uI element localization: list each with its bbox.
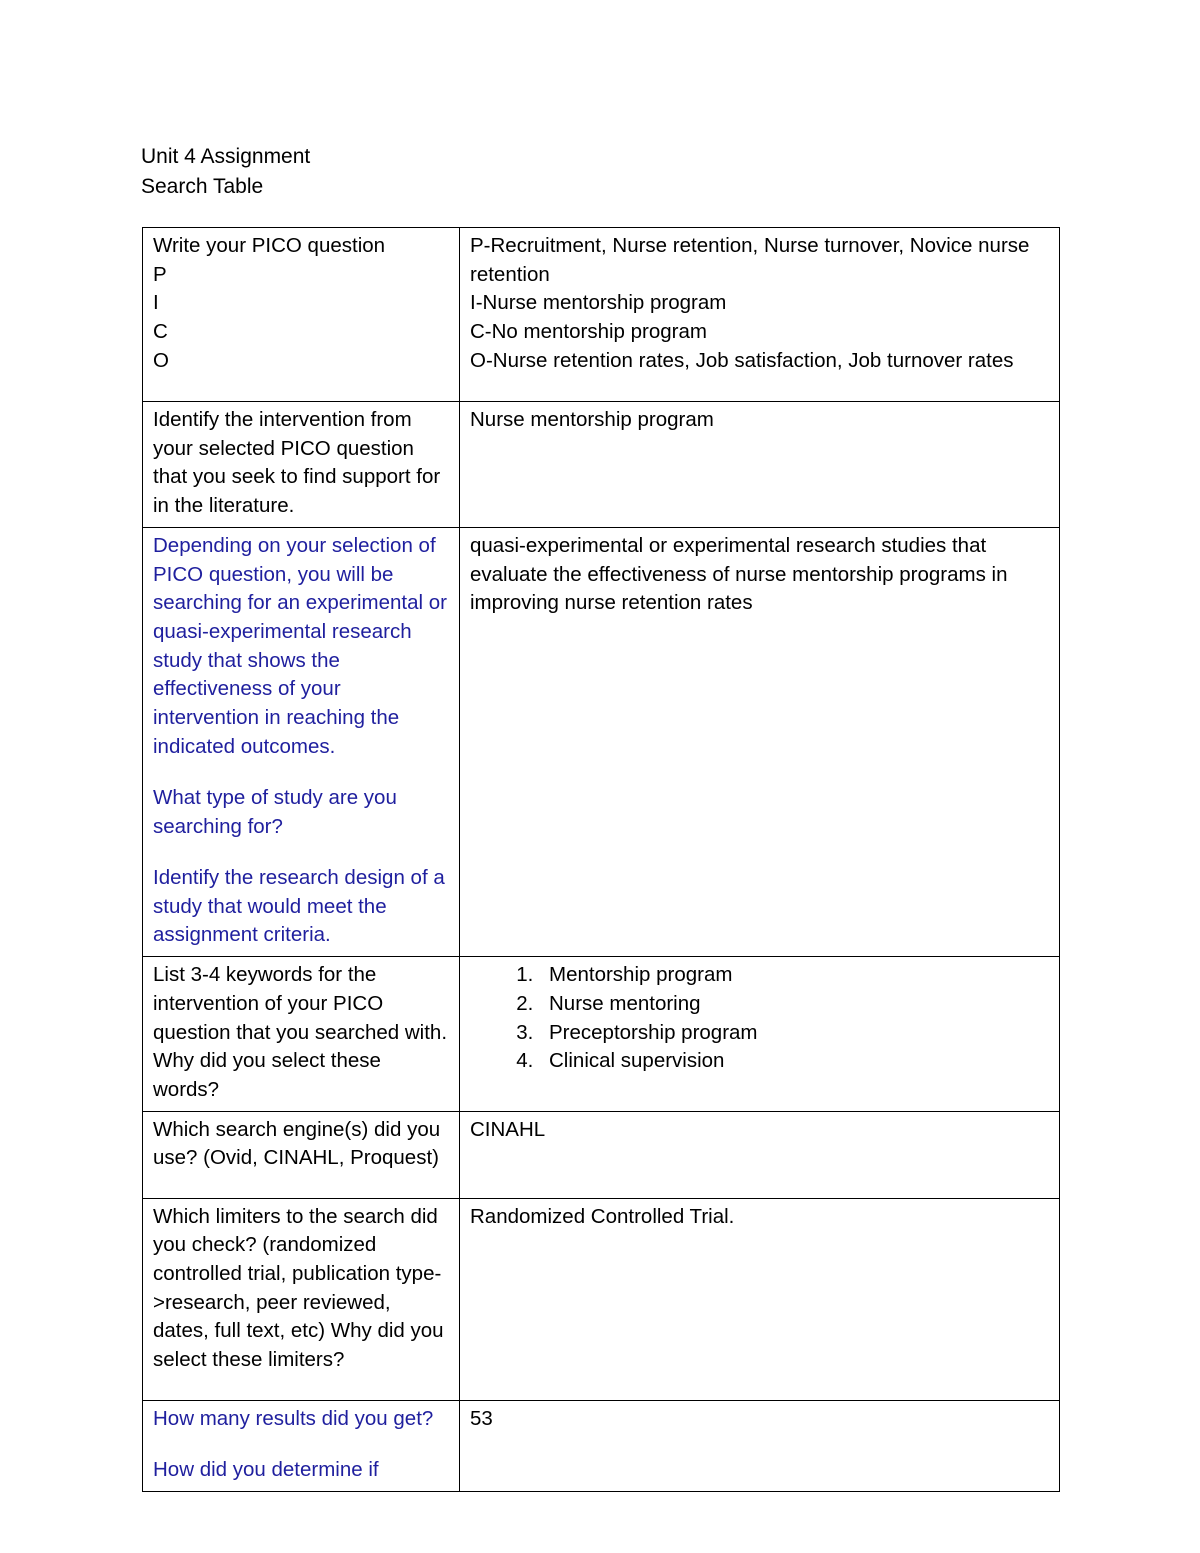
pico-p-label: P [153,262,167,286]
search-table [142,227,1060,1492]
pico-p-answer: P-Recruitment, Nurse retention, Nurse turnover, Novice nurse retention [470,234,1030,286]
table-row-results [143,1400,1060,1491]
table-row-search-engine [143,1111,1060,1198]
intervention-answer: Nurse mentorship program [460,402,1060,528]
pico-question-label: Write your PICO question [153,234,386,257]
table-row-limiters [143,1198,1060,1400]
study-type-answer: quasi-experimental or experimental research studies that evaluate the effectiveness of nurse mentorship programs in improving nurse retention rates [460,527,1060,956]
pico-answer-cell [460,228,1060,402]
limiters-answer: Randomized Controlled Trial. [460,1198,1060,1400]
keywords-question: List 3-4 keywords for the intervention of your PICO question that you searched with. Why did you select these words? [143,957,460,1112]
document-header [141,142,310,202]
table-row-pico [143,228,1060,402]
study-type-instruction-2: What type of study are you searching for? [153,786,397,838]
pico-o-answer: O-Nurse retention rates, Job satisfaction, Job turnover rates [470,348,1014,372]
results-instruction-2: How did you determine if [153,1457,379,1481]
results-instruction-1: How many results did you get? [153,1406,434,1430]
assignment-title: Unit 4 Assignment [141,145,311,168]
results-answer: 53 [460,1400,1060,1491]
pico-c-answer: C-No mentorship program [470,320,707,344]
pico-i-label: I [153,291,159,315]
keyword-item: 3. Preceptorship program [539,1019,1049,1048]
results-instructions [143,1400,460,1491]
assignment-subtitle: Search Table [141,175,264,198]
table-row-study-type [143,527,1060,956]
search-engine-answer: CINAHL [460,1111,1060,1198]
search-engine-question: Which search engine(s) did you use? (Ovid, CINAHL, Proquest) [143,1111,460,1198]
keyword-item: 1. Mentorship program [539,961,1049,990]
pico-c-label: C [153,320,168,344]
pico-o-label: O [153,348,169,372]
pico-i-answer: I-Nurse mentorship program [470,291,727,315]
limiters-question: Which limiters to the search did you check? (randomized controlled trial, publication type->research, peer reviewed, dates, full text, etc) Why did you select these limiters? [143,1198,460,1400]
keyword-item: 4. Clinical supervision [539,1047,1049,1076]
study-type-instruction-3: Identify the research design of a study that would meet the assignment criteria. [153,866,445,947]
intervention-question: Identify the intervention from your selected PICO question that you seek to find support for in the literature. [143,402,460,528]
table-row-keywords [143,957,1060,1112]
keyword-item: 2. Nurse mentoring [539,990,1049,1019]
keywords-answer-cell [460,957,1060,1112]
study-type-instructions [143,527,460,956]
table-row-intervention [143,402,1060,528]
study-type-instruction-1: Depending on your selection of PICO question, you will be searching for an experimental or quasi-experimental research study that shows the effectiveness of your intervention in reaching the indicated outcomes. [153,533,447,758]
keywords-list [470,961,1049,1076]
pico-question-cell [143,228,460,402]
